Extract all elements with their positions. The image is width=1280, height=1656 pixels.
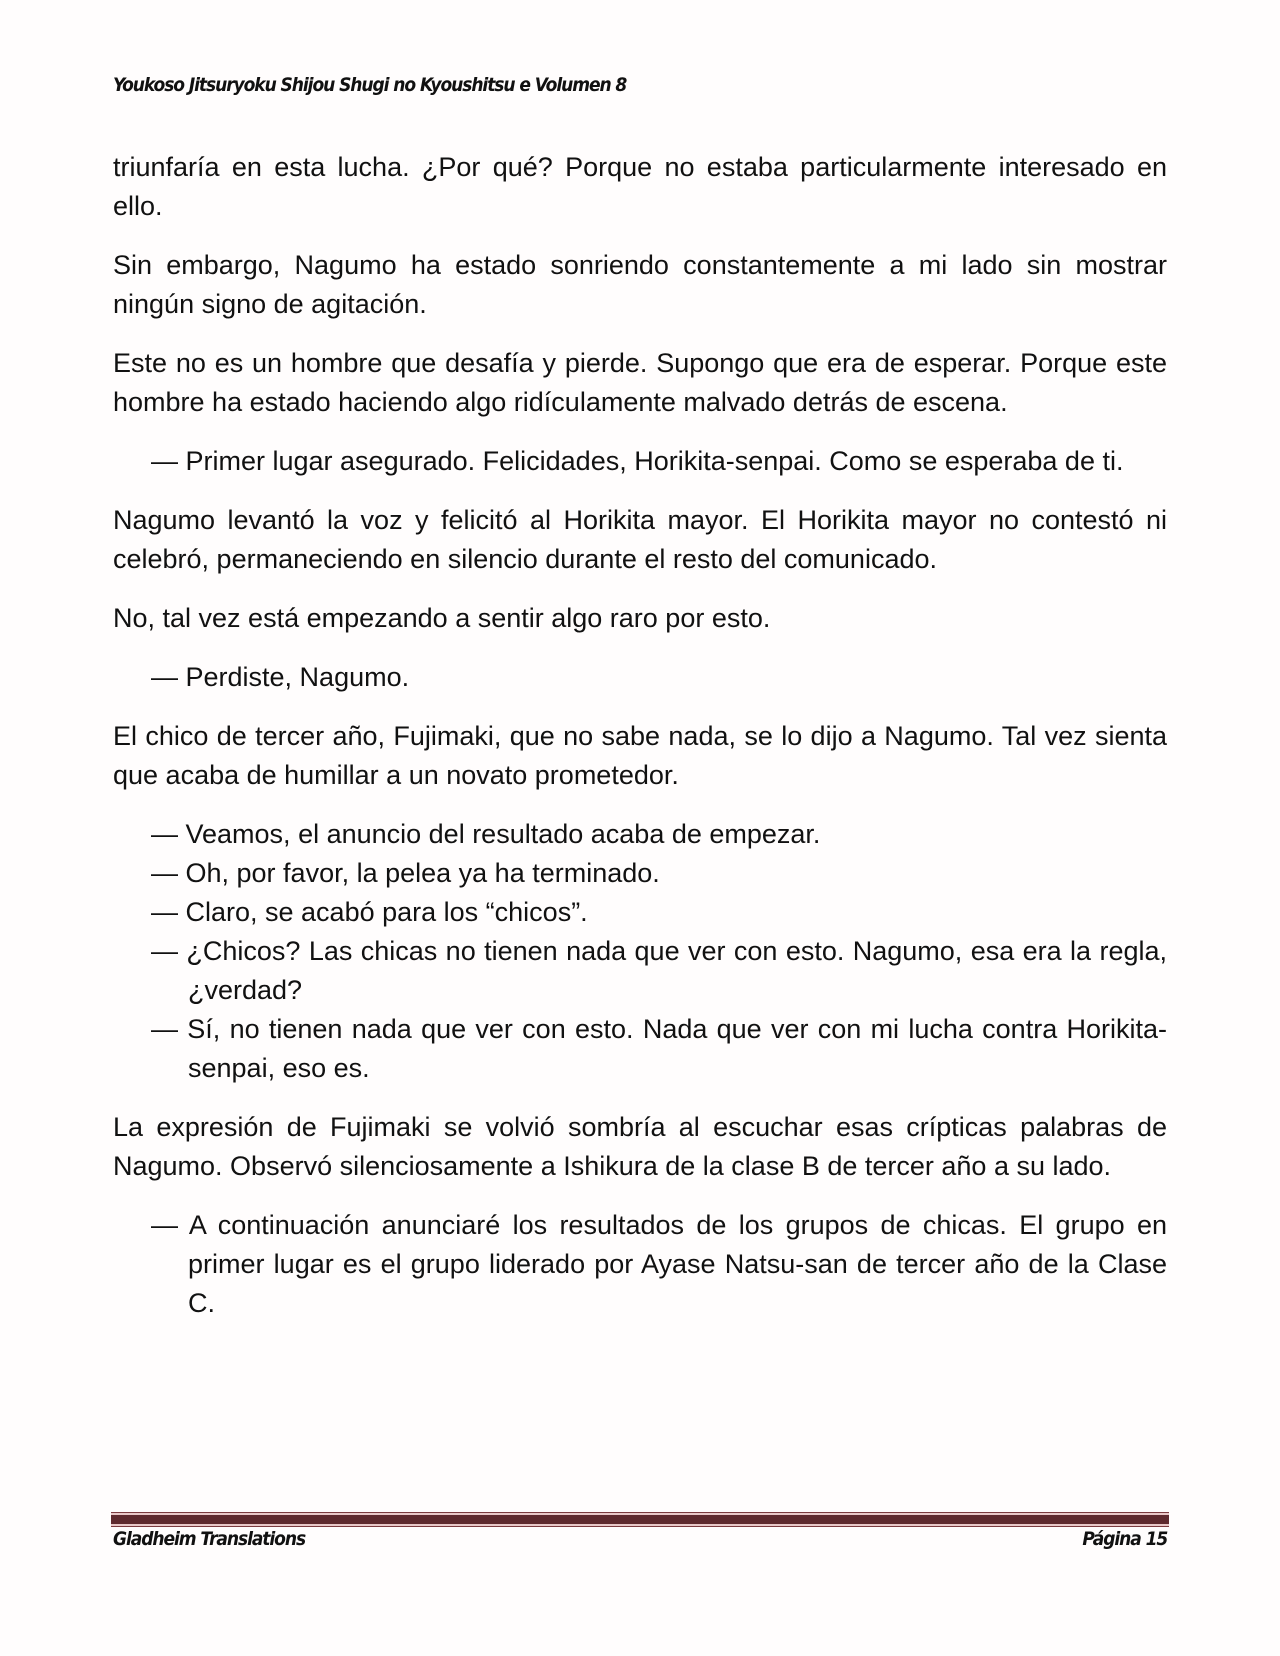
paragraph: No, tal vez está empezando a sentir algo raro por esto. xyxy=(113,603,771,633)
paragraph: Sin embargo, Nagumo ha estado sonriendo constantemente a mi lado sin mostrar ningún signo de agitación. xyxy=(113,250,1167,319)
footer-translator: Gladheim Translations xyxy=(113,1528,306,1550)
dialogue-line: — Claro, se acabó para los “chicos”. xyxy=(151,897,588,927)
dialogue-line: — Sí, no tienen nada que ver con esto. Nada que ver con mi lucha contra Horikita-senpai, eso es. xyxy=(151,1014,1167,1083)
paragraph: Nagumo levantó la voz y felicitó al Horikita mayor. El Horikita mayor no contestó ni celebró, permaneciendo en silencio durante el resto del comunicado. xyxy=(113,505,1167,574)
paragraph: Este no es un hombre que desafía y pierde. Supongo que era de esperar. Porque este hombre ha estado haciendo algo ridículamente malvado detrás de escena. xyxy=(113,348,1167,417)
dialogue-line: — A continuación anunciaré los resultados de los grupos de chicas. El grupo en primer lugar es el grupo liderado por Ayase Natsu-san de tercer año de la Clase C. xyxy=(151,1210,1167,1318)
footer-page-number: Página 15 xyxy=(1082,1528,1167,1550)
dialogue-line: — Perdiste, Nagumo. xyxy=(151,662,410,692)
paragraph: El chico de tercer año, Fujimaki, que no sabe nada, se lo dijo a Nagumo. Tal vez sienta que acaba de humillar a un novato prometedor. xyxy=(113,721,1167,790)
running-header: Youkoso Jitsuryoku Shijou Shugi no Kyoushitsu e Volumen 8 xyxy=(113,74,627,96)
dialogue-line: — Primer lugar asegurado. Felicidades, Horikita-senpai. Como se esperaba de ti. xyxy=(151,446,1124,476)
paragraph: triunfaría en esta lucha. ¿Por qué? Porque no estaba particularmente interesado en ello. xyxy=(113,152,1167,221)
footer-rule xyxy=(111,1513,1169,1526)
page-body xyxy=(113,148,1167,1343)
paragraph: La expresión de Fujimaki se volvió sombría al escuchar esas crípticas palabras de Nagumo. Observó silenciosamente a Ishikura de la clase B de tercer año a su lado. xyxy=(113,1112,1167,1181)
dialogue-line: — Veamos, el anuncio del resultado acaba de empezar. xyxy=(151,819,821,849)
dialogue-line: — Oh, por favor, la pelea ya ha terminado. xyxy=(151,858,660,888)
dialogue-line: — ¿Chicos? Las chicas no tienen nada que ver con esto. Nagumo, esa era la regla, ¿verdad? xyxy=(151,936,1167,1005)
